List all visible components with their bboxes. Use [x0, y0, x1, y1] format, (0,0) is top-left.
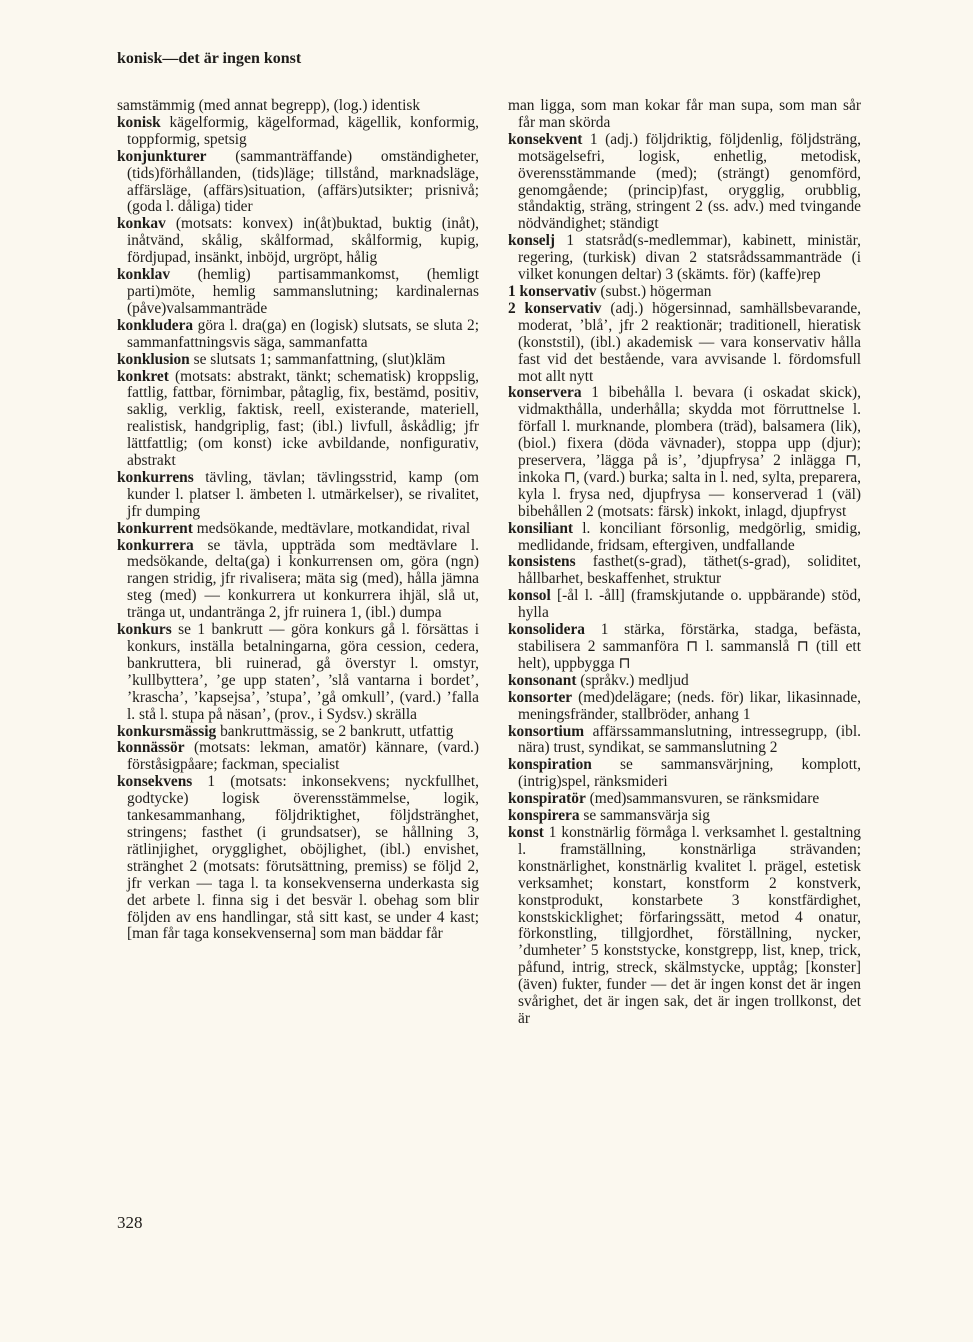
- entry: [508, 554, 861, 588]
- headword: konkurrens: [117, 468, 194, 486]
- headword: konkludera: [117, 316, 194, 334]
- entry: [508, 588, 861, 622]
- headword: konnässör: [117, 739, 185, 757]
- definition: bankruttmässig, se 2 bankrutt, utfattig: [216, 722, 454, 740]
- entry: [508, 757, 861, 791]
- headword: konsorter: [508, 688, 573, 706]
- definition: se 1 bankrutt — göra konkurs gå l. försättas i konkurs, inställa betalningarna, göra cession, cedera, bankruttera, bli ruinerad, gå överstyr l. omstyr, ’kullbyttera’, ’ge upp staten’, ’slå vantarna i bordet’, ’krascha’, ’kapsejsa’, ’stupa’, ’gå omkull’, (vard.) ’falla l. stå l. stupa på näsan’, (prov., i Sydsv.) skrälla: [127, 621, 479, 723]
- headword: konspirera: [508, 807, 580, 825]
- definition: (adj.) högersinnad, samhällsbevarande, moderat, ’blå’, jfr 2 reaktionär; traditionell, hieratisk (konststil), (ibl.) akademisk — vara konservativ hålla fast vid det bestående, vara avvisande l. fördomsfull mot allt nytt: [518, 299, 861, 385]
- headword: konisk: [117, 113, 161, 131]
- definition: [-ål l. -åll] (framskjutande o. uppbärande) stöd, hylla: [518, 587, 861, 622]
- entry: [508, 98, 861, 132]
- entry: [117, 470, 479, 521]
- entry: [508, 284, 861, 301]
- entry: [508, 791, 861, 808]
- definition: medsökande, medtävlare, motkandidat, rival: [192, 519, 471, 537]
- entry: [117, 724, 479, 741]
- definition: affärssammanslutning, intressegrupp, (ibl. nära) trust, syndikat, se sammanslutning 2: [518, 722, 861, 757]
- definition: se sammansvärja sig: [579, 807, 710, 825]
- definition: kägelformig, kägelformad, kägellik, konformig, toppformig, spetsig: [127, 113, 479, 148]
- entry: [508, 622, 861, 673]
- right-column: [508, 98, 861, 1028]
- headword: konsolidera: [508, 621, 585, 639]
- headword: konselj: [508, 232, 556, 250]
- definition: (med)sammansvuren, se ränksmidare: [585, 790, 820, 808]
- definition: se tävla, uppträda som medtävlare l. medsökande, delta(ga) i konkurrensen om, göra (ngn) rangen stridig, jfr rivalisera; mäta sig (med), hålla jämna steg (med) — konkurrera ut konkurrera ihjäl, slå ut, tränga ut, undantränga 2, jfr ruinera 1, (ibl.) dumpa: [127, 536, 479, 622]
- definition: se slutsats 1; sammanfattning, (slut)kläm: [189, 350, 446, 368]
- entry: [508, 825, 861, 1028]
- headword: konkret: [117, 367, 169, 385]
- definition: 1 (adj.) följdriktig, följdenlig, följdsträng, motsägelsefri, logisk, enhetlig, metodisk, överensstämmande (med); (strängt) genomförd, genomgående; (princip)fast, orygglig, orubblig, ståndaktig, sträng, stringent 2 (ss. adv.) med tvingande nödvändighet; ständigt: [518, 130, 861, 233]
- entry: [508, 385, 861, 520]
- headword: konsekvent: [508, 130, 583, 148]
- entry: [117, 352, 479, 369]
- entry: [508, 673, 861, 690]
- definition: (med)delägare; (neds. för) likar, likasinnade, meningsfränder, stallbröder, anhang 1: [518, 688, 861, 723]
- definition: 1 konstnärlig förmåga l. verksamhet l. gestaltning l. framställning, konstnärliga strävanden; konstnärlighet, konstnärlig kvalitet l. prägel, estetisk verksamhet; konstart, konstform 2 konstverk, konstprodukt, konstarbete 3 konstfärdighet, konstskicklighet; förfaringssätt, metod 4 onatur, förkonstling, tillgjordhet, förställning, nycker, ’dumheter’ 5 konststycke, konstgrepp, list, knep, trick, påfund, intrig, streck, skälmstycke, upptåg; [konster] (även) fukter, funder — det är ingen konst det är ingen svårighet, det är ingen sak, det är ingen trollkonst, det är: [518, 823, 861, 1027]
- headword: konspiration: [508, 756, 592, 774]
- headword: konkurrent: [117, 519, 193, 537]
- definition: samstämmig (med annat begrepp), (log.) identisk: [117, 97, 421, 114]
- headword: 1 konservativ: [508, 282, 597, 300]
- definition: (motsats: abstrakt, tänkt; schematisk) kroppslig, fattlig, fattbar, förnimbar, påtaglig, fix, bestämd, positiv, saklig, verklig, faktisk, reell, existerande, materiell, realistisk, handgriplig, fast; (ibl.) livfull, åskådlig; jfr lättfattlig; (om konst) icke avbildande, nonfigurativ, abstrakt: [127, 367, 479, 470]
- definition: 1 statsråd(s-medlemmar), kabinett, ministär, regering, (turkisk) divan 2 statsrådssammanträde (i vilket konungen deltar) 3 (skämts. för) (kaffe)rep: [518, 232, 861, 284]
- page-number: 328: [117, 1213, 143, 1232]
- headword: konservera: [508, 384, 582, 402]
- headword: konsonant: [508, 671, 577, 689]
- definition: (subst.) högerman: [596, 282, 712, 300]
- definition: göra l. dra(ga) en (logisk) slutsats, se sluta 2; sammanfattningsvis säga, sammanfatta: [127, 316, 479, 351]
- entry: [117, 98, 479, 115]
- entry: [117, 622, 479, 723]
- definition: man ligga, som man kokar får man supa, som man sår får man skörda: [508, 97, 861, 131]
- headword: konsistens: [508, 553, 576, 571]
- entry: [117, 369, 479, 470]
- entry: [117, 216, 479, 267]
- headword: konkurs: [117, 621, 172, 639]
- entry: [117, 267, 479, 318]
- definition: (hemlig) partisammankomst, (hemligt parti)möte, hemlig sammanslutning; kardinalernas (påve)valsammanträde: [127, 266, 479, 317]
- headword: konkav: [117, 215, 166, 233]
- definition: fasthet(s-grad), täthet(s-grad), soliditet, hållbarhet, beskaffenhet, struktur: [518, 553, 861, 588]
- entry: [117, 115, 479, 149]
- entry: [117, 538, 479, 623]
- definition: (språkv.) medljud: [576, 671, 689, 689]
- headword: konklav: [117, 266, 171, 284]
- definition: 1 (motsats: inkonsekvens; nyckfullhet, godtycke) logisk överensstämmelse, logik, tankesammanhang, följdriktighet, följdstränghet, stringens; fasthet (i grundsatser), se hållning 3, rätlinjighet, orygglighet, oböjlighet, (ibl.) envishet, stränghet 2 (motsats: förutsättning, premiss) se följd 2, jfr verkan — taga l. ta konsekvenserna underkasta sig det arbete l. finna sig i det besvär l. obehag som blir följden av ens handlingar, stå sitt kast, se under 4 kast; [man får taga konsekvenserna] som man bäddar får: [127, 773, 479, 943]
- running-header: konisk—det är ingen konst: [117, 50, 302, 67]
- entry: [117, 740, 479, 774]
- definition: l. konciliant försonlig, medgörlig, smidig, medlidande, fridsam, eftergiven, undfallande: [518, 519, 861, 554]
- definition: se sammansvärjning, komplott, (intrig)spel, ränksmideri: [518, 756, 861, 791]
- definition: (sammanträffande) omständigheter, (tids)förhållanden, (tids)läge; tillstånd, marknadsläge, affärsläge, (affärs)situation, (affärs)utsikter; prisnivå; (goda l. dåliga) tider: [127, 147, 479, 216]
- headword: konkursmässig: [117, 722, 217, 740]
- entry: [508, 690, 861, 724]
- definition: 1 bibehålla l. bevara (i oskadat skick), vidmakthålla, underhålla; skydda mot förruttnelse l. förfall l. murknande, plombera (träd), balsamera (lik), (biol.) fixera (döda vävnader), stoppa upp (djur); preservera, ’lägga på is’, ’djupfrysa’ 2 inlägga ⊓, inkoka ⊓, (vard.) burka; salta in l. ned, sylta, preparera, kyla l. frysa ned, djupfrysa — konserverad 1 (väl) bibehållen 2 (motsats: färsk) inkokt, inlagd, djupfryst: [518, 384, 861, 520]
- definition: (motsats: lekman, amatör) kännare, (vard.) förståsigpåare; fackman, specialist: [127, 739, 479, 774]
- headword: konkurrera: [117, 536, 194, 554]
- headword: konsortium: [508, 722, 585, 740]
- headword: konspiratör: [508, 790, 586, 808]
- headword: konjunkturer: [117, 147, 207, 165]
- entry: [508, 233, 861, 284]
- headword: konsol: [508, 587, 551, 605]
- entry: [508, 808, 861, 825]
- entry: [117, 318, 479, 352]
- entry: [508, 521, 861, 555]
- headword: konst: [508, 823, 544, 841]
- headword: 2 konservativ: [508, 299, 602, 317]
- entry: [508, 132, 861, 233]
- entry: [117, 149, 479, 217]
- headword: konsekvens: [117, 773, 193, 791]
- headword: konklusion: [117, 350, 190, 368]
- headword: konsiliant: [508, 519, 574, 537]
- entry: [508, 301, 861, 386]
- definition: 1 stärka, förstärka, stadga, befästa, stabilisera 2 sammanföra ⊓ l. sammanslå ⊓ (till ett helt), uppbygga ⊓: [518, 621, 861, 672]
- definition: tävling, tävlan; tävlingsstrid, kamp (om kunder l. platser l. ämbeten l. utmärkelser), se rivalitet, jfr dumping: [127, 468, 479, 520]
- definition: (motsats: konvex) in(åt)buktad, buktig (inåt), inåtvänd, skålig, skålformad, skålformig, kupig, fördjupad, insänkt, inböjd, urgröpt, hålig: [127, 215, 479, 267]
- entry: [508, 724, 861, 758]
- left-column: [117, 98, 479, 943]
- entry: [117, 774, 479, 943]
- entry: [117, 521, 479, 538]
